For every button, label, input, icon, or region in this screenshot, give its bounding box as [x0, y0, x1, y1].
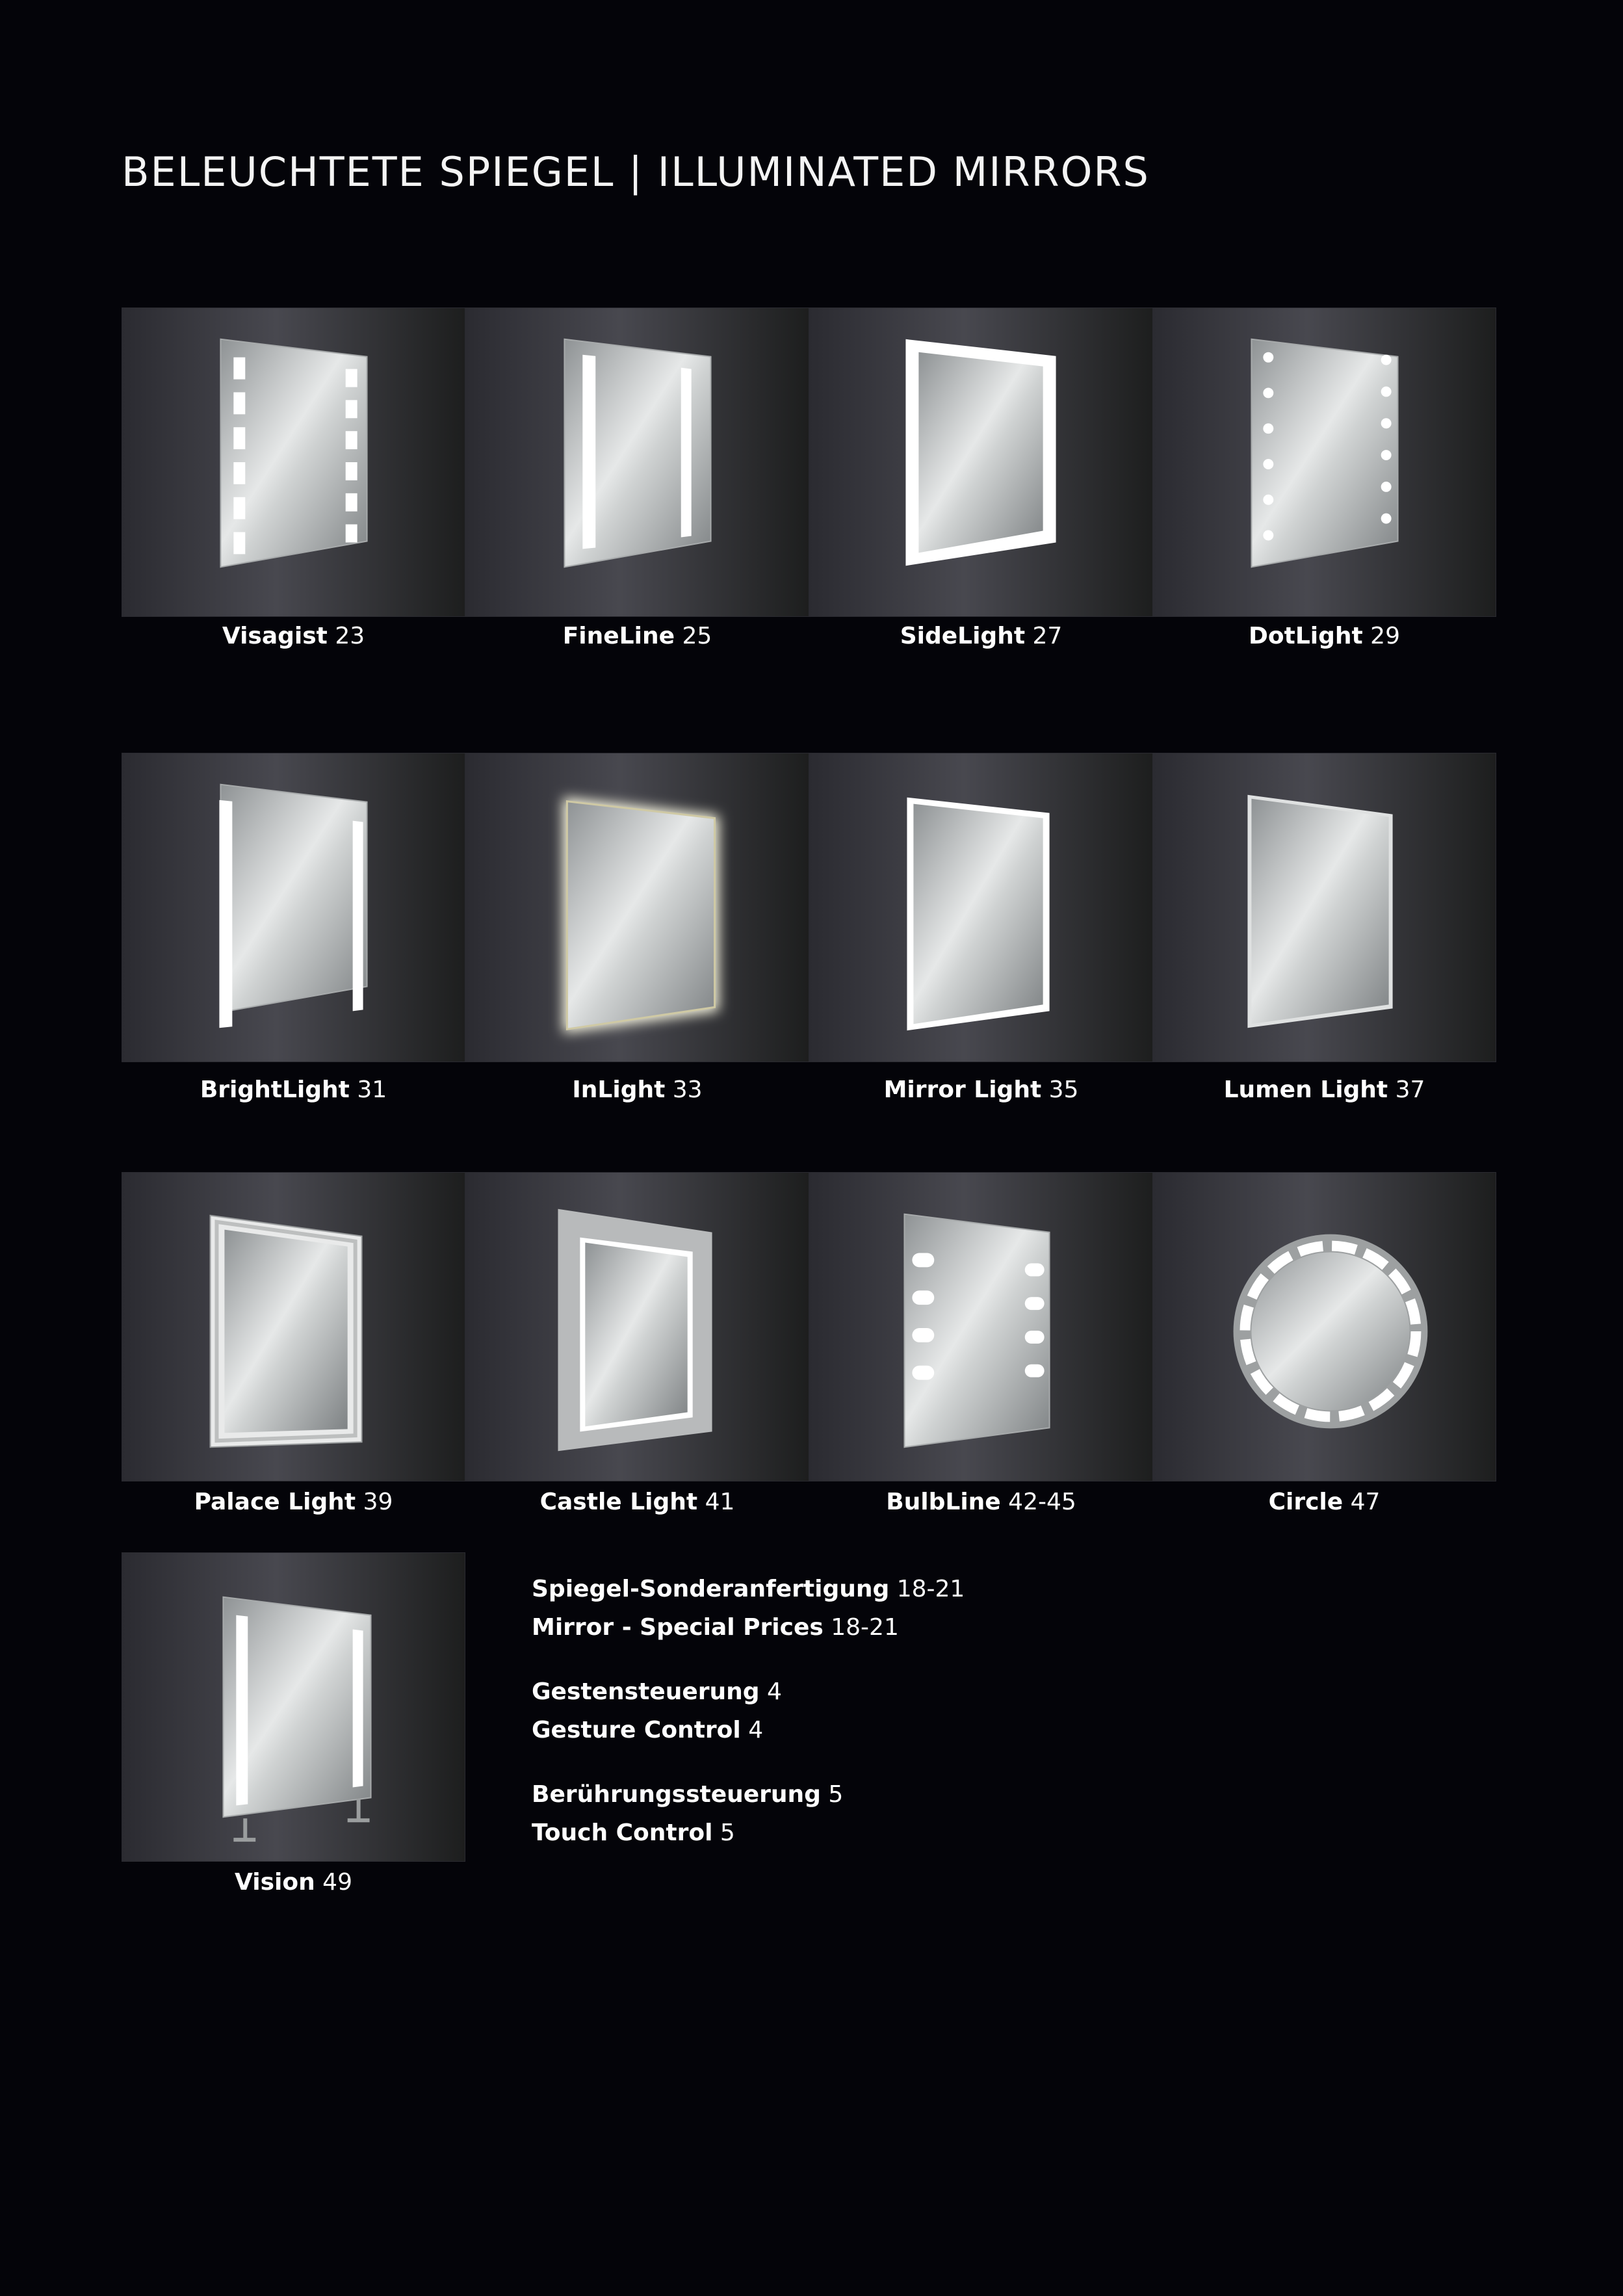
product-name: Vision: [235, 1869, 315, 1896]
product-image-palace-light[interactable]: [122, 1172, 465, 1481]
product-image-castle-light[interactable]: [465, 1172, 809, 1481]
product-page: 31: [357, 1076, 387, 1103]
extra-item-touch-de[interactable]: Berührungssteuerung 5: [532, 1781, 844, 1808]
product-page: 23: [335, 623, 365, 649]
product-name: DotLight: [1249, 623, 1363, 649]
page-title: BELEUCHTETE SPIEGEL | ILLUMINATED MIRRORS: [122, 148, 1150, 196]
extra-item-special-de[interactable]: Spiegel-Sonderanfertigung 18-21: [532, 1576, 965, 1602]
product-caption-fineline[interactable]: [465, 623, 809, 649]
product-page: 47: [1350, 1489, 1381, 1515]
product-caption-brightlight[interactable]: [122, 1076, 465, 1103]
product-caption-inlight[interactable]: [465, 1076, 809, 1103]
product-name: BrightLight: [200, 1076, 350, 1103]
product-name: Lumen Light: [1223, 1076, 1388, 1103]
product-image-vision[interactable]: [122, 1552, 465, 1862]
product-page: 39: [363, 1489, 393, 1515]
product-image-visagist[interactable]: [122, 307, 465, 617]
product-caption-sidelight[interactable]: [809, 623, 1153, 649]
mirror-illustration: [810, 308, 1152, 616]
product-name: FineLine: [562, 623, 675, 649]
product-caption-vision[interactable]: [122, 1869, 465, 1896]
extra-item-gesture-en[interactable]: Gesture Control 4: [532, 1717, 764, 1743]
product-image-mirror-light[interactable]: [809, 753, 1153, 1062]
product-image-fineline[interactable]: [465, 307, 809, 617]
product-name: BulbLine: [886, 1489, 1001, 1515]
product-caption-dotlight[interactable]: [1152, 623, 1496, 649]
product-page: 27: [1032, 623, 1063, 649]
extra-item-special-en[interactable]: Mirror - Special Prices 18-21: [532, 1614, 899, 1641]
product-page: 41: [705, 1489, 735, 1515]
product-caption-palace-light[interactable]: [122, 1489, 465, 1515]
product-page: 25: [682, 623, 712, 649]
product-name: Castle Light: [539, 1489, 698, 1515]
product-page: 35: [1048, 1076, 1079, 1103]
product-image-inlight[interactable]: [465, 753, 809, 1062]
mirror-illustration: [466, 1173, 809, 1481]
product-page: 42-45: [1008, 1489, 1076, 1515]
mirror-illustration: [1153, 1173, 1496, 1481]
mirror-illustration: [810, 753, 1152, 1062]
product-page: 33: [672, 1076, 703, 1103]
mirror-illustration: [1153, 308, 1496, 616]
mirror-illustration: [466, 753, 809, 1062]
product-name: Mirror Light: [883, 1076, 1042, 1103]
mirror-illustration: [810, 1173, 1152, 1481]
mirror-illustration: [466, 308, 809, 616]
product-caption-circle[interactable]: [1152, 1489, 1496, 1515]
product-name: Palace Light: [194, 1489, 356, 1515]
mirror-illustration: [122, 1173, 465, 1481]
product-image-lumen-light[interactable]: [1152, 753, 1496, 1062]
extra-item-touch-en[interactable]: Touch Control 5: [532, 1820, 735, 1846]
product-image-circle[interactable]: [1152, 1172, 1496, 1481]
product-image-bulbline[interactable]: [809, 1172, 1153, 1481]
product-name: InLight: [572, 1076, 666, 1103]
product-page: 29: [1370, 623, 1400, 649]
product-name: SideLight: [900, 623, 1026, 649]
product-name: Visagist: [222, 623, 328, 649]
product-image-dotlight[interactable]: [1152, 307, 1496, 617]
product-page: 37: [1395, 1076, 1425, 1103]
mirror-illustration: [122, 1553, 465, 1861]
product-caption-bulbline[interactable]: [809, 1489, 1153, 1515]
product-caption-castle-light[interactable]: [465, 1489, 809, 1515]
product-caption-visagist[interactable]: [122, 623, 465, 649]
mirror-illustration: [1153, 753, 1496, 1062]
product-caption-lumen-light[interactable]: [1152, 1076, 1496, 1103]
product-image-brightlight[interactable]: [122, 753, 465, 1062]
product-name: Circle: [1268, 1489, 1344, 1515]
extra-item-gesture-de[interactable]: Gestensteuerung 4: [532, 1678, 782, 1705]
product-caption-mirror-light[interactable]: [809, 1076, 1153, 1103]
product-page: 49: [322, 1869, 352, 1896]
mirror-illustration: [122, 308, 465, 616]
product-image-sidelight[interactable]: [809, 307, 1153, 617]
mirror-illustration: [122, 753, 465, 1062]
